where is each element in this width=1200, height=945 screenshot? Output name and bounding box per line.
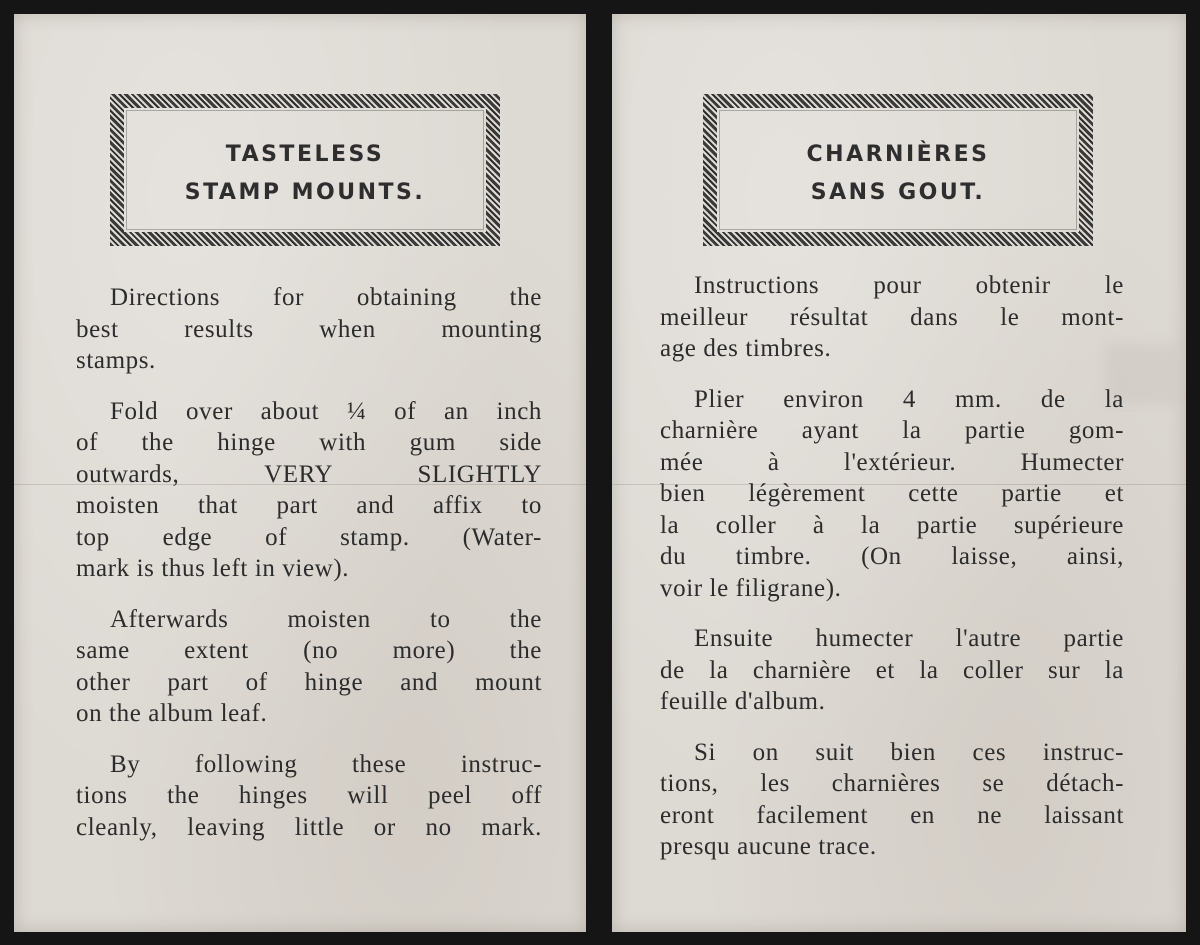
text-line: cleanly, leaving little or no mark. <box>76 813 542 841</box>
text-line: By following these instruc- <box>110 750 542 778</box>
title-line: SANS GOUT. <box>810 180 986 205</box>
paragraph <box>76 749 542 844</box>
text-line: de la charnière et la coller sur la <box>660 656 1124 684</box>
paragraph <box>76 396 542 585</box>
text-line: same extent (no more) the <box>76 637 542 664</box>
text-line: outwards, VERY SLIGHTLY <box>76 460 542 488</box>
text-line: Afterwards moisten to the <box>110 605 542 633</box>
title-line: CHARNIÈRES <box>806 142 990 167</box>
text-line: Directions for obtaining the <box>110 284 542 311</box>
text-line: du timbre. (On laisse, ainsi, <box>660 543 1124 570</box>
french-leaflet <box>612 14 1186 932</box>
ornamental-title-frame <box>110 94 500 246</box>
paragraph <box>76 282 542 377</box>
text-line: other part of hinge and mount <box>76 668 542 696</box>
text-line: age des timbres. <box>660 335 832 362</box>
text-line: moisten that part and affix to <box>76 492 542 519</box>
paragraph <box>660 623 1124 718</box>
text-line: of the hinge with gum side <box>76 429 542 456</box>
text-line: voir le filigrane). <box>660 574 842 602</box>
ornamental-title-frame <box>703 94 1093 246</box>
text-line: mark is thus left in view). <box>76 555 350 582</box>
paragraph <box>76 604 542 730</box>
text-line: presqu aucune trace. <box>660 833 877 860</box>
text-line: tions, les charnières se détach- <box>660 770 1124 797</box>
text-line: bien légèrement cette partie et <box>660 480 1124 507</box>
title-line: TASTELESS <box>225 142 385 167</box>
text-line: mée à l'extérieur. Humecter <box>660 448 1124 476</box>
text-line: eront facilement en ne laissant <box>660 801 1124 829</box>
text-line: Instructions pour obtenir le <box>694 272 1124 299</box>
text-line: Fold over about ¼ of an inch <box>110 397 542 425</box>
text-line: stamps. <box>76 347 156 374</box>
paragraph <box>660 384 1124 605</box>
paragraph <box>660 270 1124 365</box>
text-line: on the album leaf. <box>76 700 268 727</box>
text-line: Si on suit bien ces instruc- <box>694 738 1124 766</box>
text-line: la coller à la partie supérieure <box>660 511 1124 539</box>
english-leaflet <box>14 14 586 932</box>
instructions-text <box>660 270 1124 882</box>
text-line: Plier environ 4 mm. de la <box>694 385 1124 413</box>
title-line: STAMP MOUNTS. <box>184 180 426 205</box>
text-line: tions the hinges will peel off <box>76 782 542 809</box>
text-line: meilleur résultat dans le mont- <box>660 303 1124 331</box>
title <box>124 136 486 212</box>
instructions-text <box>76 282 542 862</box>
text-line: top edge of stamp. (Water- <box>76 523 542 551</box>
text-line: charnière ayant la partie gom- <box>660 417 1124 444</box>
paragraph <box>660 737 1124 863</box>
text-line: Ensuite humecter l'autre partie <box>694 625 1124 652</box>
text-line: feuille d'album. <box>660 688 826 715</box>
text-line: best results when mounting <box>76 315 542 343</box>
title <box>717 136 1079 212</box>
